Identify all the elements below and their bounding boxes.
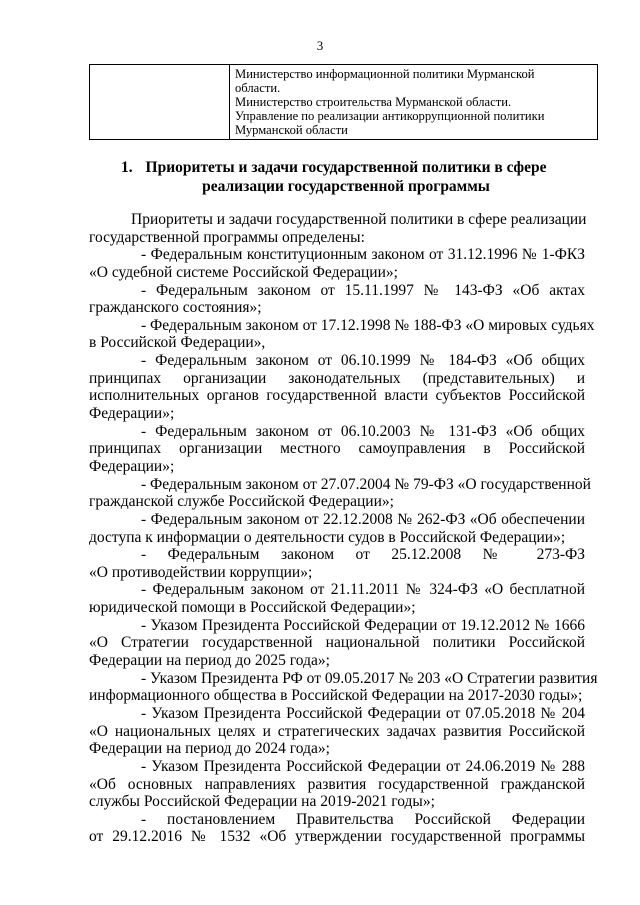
text-line: - Федеральным законом от 06.10.1999 № 184-ФЗ «Об общих: [141, 352, 585, 370]
text-line: «О национальных целях и стратегических задачах развития Российской: [89, 722, 585, 740]
text-line: в Российской Федерации»,: [89, 334, 266, 352]
text-line: Федерации на период до 2024 года»;: [89, 740, 330, 758]
text-line: - Федеральным законом от 17.12.1998 № 188-ФЗ «О мировых судьях: [141, 316, 595, 334]
text-line: - Федеральным законом от 22.12.2008 № 262-ФЗ «Об обеспечении: [141, 510, 585, 528]
table-cell-empty: [90, 65, 230, 140]
table-cell-line: Мурманской области: [235, 123, 348, 137]
text-line: - Федеральным законом от 06.10.2003 № 131-ФЗ «Об общих: [141, 422, 585, 440]
text-line: «Об основных направлениях развития государственной гражданской: [89, 775, 585, 793]
table-cell-line: Министерство строительства Мурманской области.: [235, 95, 512, 109]
text-line: доступа к информации о деятельности судов в Российской Федерации»;: [89, 528, 566, 546]
section-title-line: Приоритеты и задачи государственной политики в сфере: [145, 159, 547, 176]
section-heading: [89, 158, 583, 196]
text-line: - Федеральным законом от 27.07.2004 № 79-ФЗ «О государственной: [141, 475, 591, 493]
text-line: от 29.12.2016 № 1532 «Об утверждении государственной программы: [89, 828, 585, 846]
table-row: [90, 65, 598, 140]
text-line: - Указом Президента Российской Федерации от 07.05.2018 № 204: [141, 704, 585, 722]
page-number: 3: [316, 38, 324, 53]
table-cell-line: Министерство информационной политики Мурманской: [235, 67, 535, 81]
text-line: - Указом Президента РФ от 09.05.2017 № 203 «О Стратегии развития: [141, 669, 598, 687]
text-line: исполнительных органов государственной власти субъектов Российской: [89, 387, 585, 405]
section-title-line: реализации государственной программы: [202, 178, 490, 195]
text-line: Приоритеты и задачи государственной политики в сфере реализации: [131, 211, 587, 228]
text-line: государственной программы определены:: [89, 228, 365, 246]
text-line: - постановлением Правительства Российской Федерации: [141, 810, 585, 828]
text-line: информационного общества в Российской Федерации на 2017-2030 годы»;: [89, 687, 583, 705]
text-line: службы Российской Федерации на 2019-2021 годы»;: [89, 793, 435, 811]
text-line: - Указом Президента Российской Федерации от 24.06.2019 № 288: [141, 757, 585, 775]
table-cell-participants: [230, 65, 598, 140]
text-line: гражданского состояния»;: [89, 299, 262, 317]
text-line: принципах организации законодательных (представительных) и: [89, 369, 585, 387]
text-line: Федерации»;: [89, 405, 175, 423]
text-line: «О противодействии коррупции»;: [89, 563, 313, 581]
table-cell-line: области.: [235, 81, 281, 95]
text-line: принципах организации местного самоуправления в Российской: [89, 440, 585, 458]
text-line: юридической помощи в Российской Федерации»;: [89, 599, 416, 617]
body-text: [89, 211, 598, 846]
text-line: - Федеральным законом от 15.11.1997 № 143-ФЗ «Об актах: [141, 281, 585, 299]
section-number: 1.: [121, 159, 133, 176]
text-line: - Указом Президента Российской Федерации от 19.12.2012 № 1666: [141, 616, 585, 634]
text-line: «О судебной системе Российской Федерации»;: [89, 263, 398, 281]
table-cell-line: Управление по реализации антикоррупционной политики: [235, 109, 545, 123]
text-line: - Федеральным конституционным законом от 31.12.1996 № 1-ФКЗ: [141, 246, 585, 264]
text-line: Федерации на период до 2025 года»;: [89, 652, 330, 670]
text-line: гражданской службе Российской Федерации»;: [89, 493, 394, 511]
responsible-bodies-table: [89, 64, 598, 140]
text-line: - Федеральным законом от 21.11.2011 № 324-ФЗ «О бесплатной: [141, 581, 585, 599]
text-line: Федерации»;: [89, 457, 175, 475]
text-line: - Федеральным законом от 25.12.2008 № 273-ФЗ: [141, 546, 585, 564]
text-line: «О Стратегии государственной национальной политики Российской: [89, 634, 585, 652]
